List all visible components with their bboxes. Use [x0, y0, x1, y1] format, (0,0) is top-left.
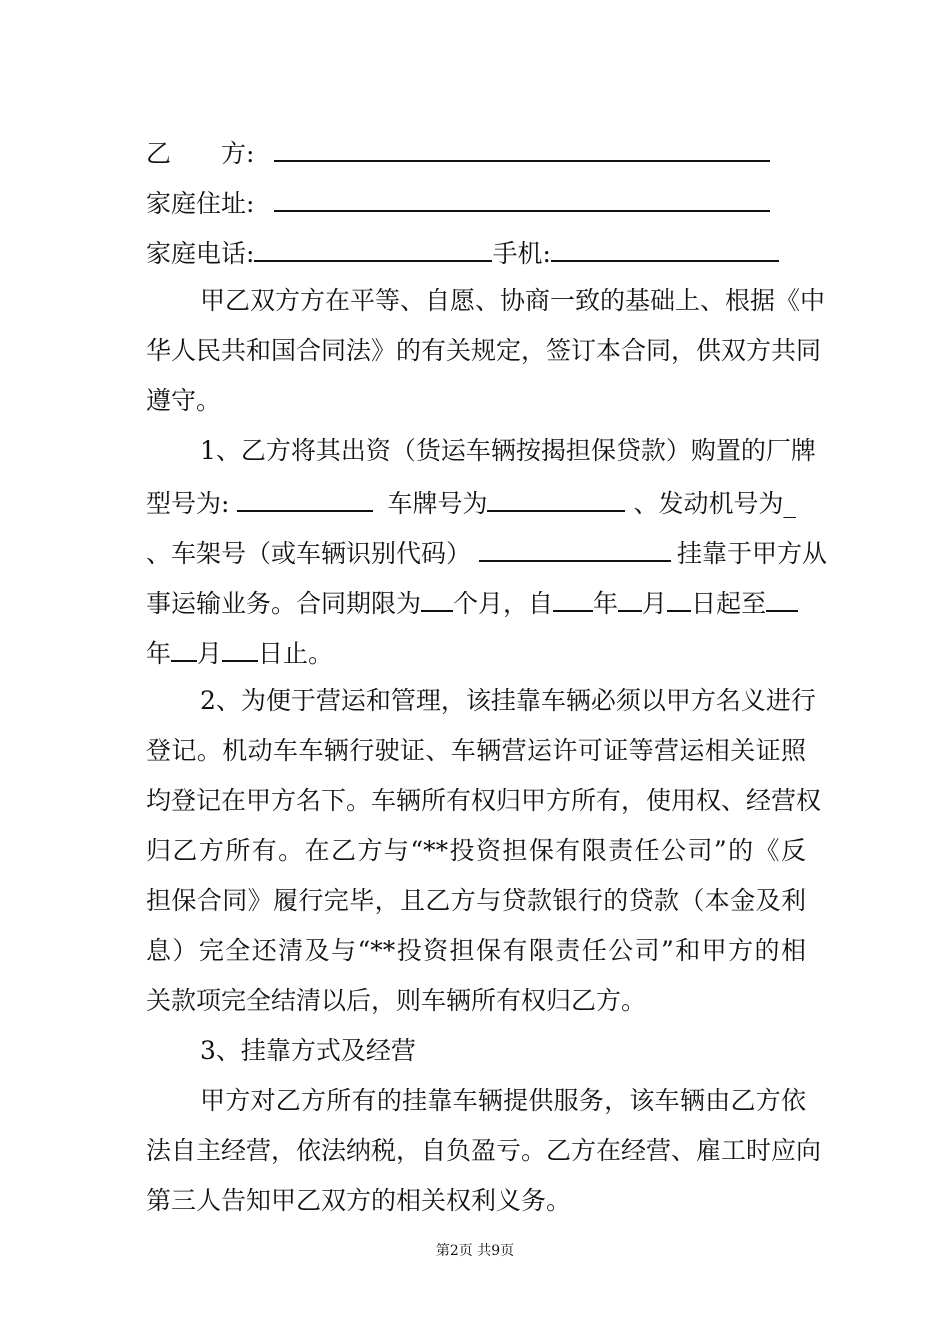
para1-line2: 华人民共和国合同法》的有关规定，签订本合同，供双方共同: [146, 336, 822, 365]
clause3-line2: 法自主经营，依法纳税，自负盈亏。乙方在经营、雇工时应向: [146, 1136, 822, 1165]
months-blank: [421, 584, 453, 612]
party-b-blank: [274, 134, 770, 162]
start-year-blank: [553, 584, 593, 612]
plate-blank: [487, 484, 625, 512]
year-text: 年: [593, 589, 619, 618]
model-blank: [237, 484, 373, 512]
page-number: 第2页 共9页: [435, 1243, 515, 1259]
vin-blank: [479, 534, 671, 562]
end-year-text: 年: [146, 639, 172, 668]
phone-blank: [254, 234, 492, 262]
clause2-line7: 关款项完全结清以后，则车辆所有权归乙方。: [146, 986, 647, 1015]
from-text: 个月，自: [453, 589, 554, 618]
plate-label: 车牌号为: [387, 489, 488, 518]
clause3-heading: 3、挂靠方式及经营: [200, 1036, 416, 1065]
address-blank: [274, 184, 770, 212]
clause3-line1: 甲方对乙方所有的挂靠车辆提供服务，该车辆由乙方依: [200, 1086, 806, 1115]
phone-label: 家庭电话:: [146, 239, 255, 268]
clause1-line1: 1、乙方将其出资（货运车辆按揭担保贷款）购置的厂牌: [200, 436, 816, 465]
clause1-line2: [146, 484, 806, 521]
party-b-label: 乙 方:: [146, 139, 255, 168]
clause3-line3: 第三人告知甲乙双方的相关权利义务。: [146, 1186, 572, 1215]
clause2-line3: 均登记在甲方名下。车辆所有权归甲方所有，使用权、经营权: [146, 786, 822, 815]
term-text: 事运输业务。合同期限为: [146, 589, 422, 618]
engine-label: 、发动机号为_: [633, 489, 796, 518]
clause1-line5: [146, 634, 806, 671]
mobile-label: 手机:: [492, 239, 551, 268]
clause2-line1: 2、为便于营运和管理，该挂靠车辆必须以甲方名义进行: [200, 686, 816, 715]
clause2-line5: 担保合同》履行完毕，且乙方与贷款银行的贷款（本金及利: [146, 886, 806, 915]
address-label: 家庭住址:: [146, 189, 255, 218]
end-year-blank: [766, 584, 798, 612]
vin-label: 、车架号（或车辆识别代码）: [146, 539, 472, 568]
mobile-blank: [551, 234, 779, 262]
clause1-line4: [146, 584, 806, 621]
start-day-blank: [667, 584, 691, 612]
end-day-text: 日止。: [258, 639, 334, 668]
clause2-line4: 归乙方所有。在乙方与“**投资担保有限责任公司”的《反: [146, 836, 806, 865]
clause2-line2: 登记。机动车车辆行驶证、车辆营运许可证等营运相关证照: [146, 736, 806, 765]
day-to-text: 日起至: [691, 589, 767, 618]
party-b-row: [146, 134, 806, 171]
end-day-blank: [222, 634, 258, 662]
start-month-blank: [618, 584, 642, 612]
end-month-text: 月: [197, 639, 223, 668]
end-month-blank: [171, 634, 197, 662]
affiliate-text: 挂靠于甲方从: [677, 539, 828, 568]
clause1-line3: [146, 534, 828, 571]
para1-line3: 遵守。: [146, 386, 222, 415]
clause2-line6: 息）完全还清及与“**投资担保有限责任公司”和甲方的相: [146, 936, 806, 965]
para1-line1: 甲乙双方方在平等、自愿、协商一致的基础上、根据《中: [200, 286, 826, 315]
month-text: 月: [642, 589, 668, 618]
model-label: 型号为:: [146, 489, 230, 518]
phone-row: [146, 234, 806, 271]
address-row: [146, 184, 806, 221]
